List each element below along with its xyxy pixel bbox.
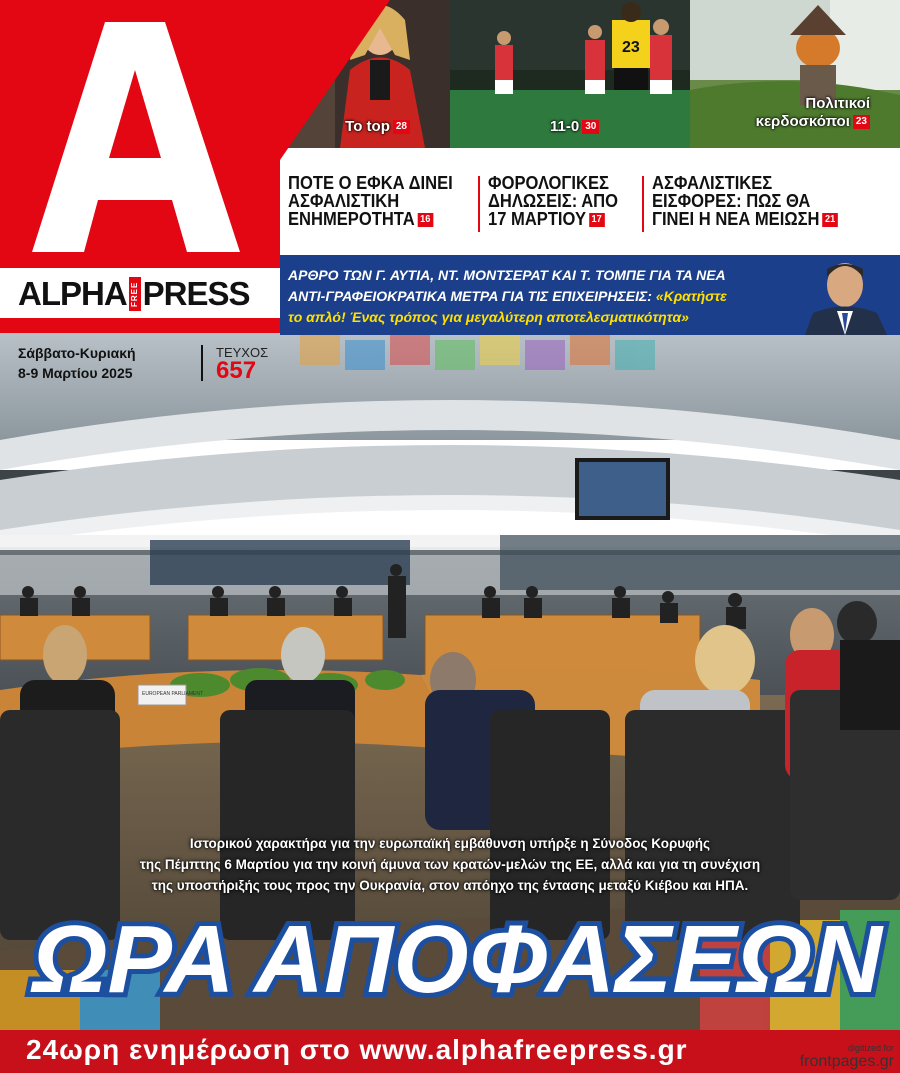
headline-efka[interactable]: ΠΟΤΕ Ο ΕΦΚΑ ΔΙΝΕΙ ΑΣΦΑΛΙΣΤΙΚΗ ΕΝΗΜΕΡΟΤΗΤΑ 16 bbox=[288, 173, 453, 229]
issue-label: ΤΕΥΧΟΣ bbox=[216, 345, 269, 360]
main-headline bbox=[22, 904, 892, 1004]
photo-caption: Ιστορικού χαρακτήρα για την ευρωπαϊκή εμβάθυνση υπήρξε η Σύνοδος Κορυφής της Πέμπτης 6 Μαρτίου για την κοινή άμυνα των κρατών-μελών της ΕΕ, αλλά και για τη συνέχιση της υποστήριξής τους προς την Ουκρανία, στον απόηχο της έντασης μεταξύ Κιέβου και ΗΠΑ. bbox=[139, 836, 761, 893]
masthead-diagonal bbox=[260, 0, 390, 160]
author-photo bbox=[795, 255, 900, 335]
main-headline-text: ΩΡΑ ΑΠΟΦΑΣΕΩΝ bbox=[29, 906, 884, 1004]
brand-press: PRESS bbox=[142, 275, 250, 312]
article-banner[interactable] bbox=[280, 255, 900, 335]
date-day: Σάββατο-Κυριακή bbox=[18, 345, 136, 361]
teaser-scarecrow[interactable] bbox=[690, 0, 900, 148]
footer-bar[interactable] bbox=[0, 1030, 900, 1073]
headline-row bbox=[280, 170, 900, 240]
issue-divider bbox=[201, 345, 203, 381]
headline-tax[interactable]: ΦΟΡΟΛΟΓΙΚΕΣ ΔΗΛΩΣΕΙΣ: ΑΠΟ 17 ΜΑΡΤΙΟΥ 17 bbox=[488, 173, 619, 229]
brand-logo bbox=[18, 276, 250, 312]
svg-text:23: 23 bbox=[622, 39, 640, 56]
headline-contributions[interactable]: ΑΣΦΑΛΙΣΤΙΚΕΣ ΕΙΣΦΟΡΕΣ: ΠΩΣ ΘΑ ΓΙΝΕΙ Η ΝΕΑ ΜΕΙΩΣΗ 21 bbox=[652, 174, 838, 228]
watermark: digitized for frontpages.gr bbox=[799, 1043, 894, 1070]
brand-alpha: ALPHA bbox=[18, 275, 127, 312]
date-full: 8-9 Μαρτίου 2025 bbox=[18, 365, 133, 381]
issue-number: 657 bbox=[216, 357, 257, 384]
teaser-scarecrow-caption: Πολιτικοί κερδοσκόποι 23 bbox=[755, 95, 870, 130]
footer-website[interactable]: 24ωρη ενημέρωση στο www.alphafreepress.gr bbox=[26, 1034, 688, 1065]
headline-divider bbox=[642, 176, 644, 232]
headline-divider bbox=[478, 176, 480, 232]
issue-info bbox=[18, 345, 278, 387]
masthead bbox=[0, 0, 280, 333]
teaser-football[interactable] bbox=[450, 0, 690, 148]
teaser-football-caption: 11-0 30 bbox=[550, 118, 599, 136]
banner-text: ΑΡΘΡΟ ΤΩΝ Γ. ΑΥΤΙΑ, ΝΤ. ΜΟΝΤΣΕΡΑΤ ΚΑΙ Τ. ΤΟΜΠΕ ΓΙΑ ΤΑ ΝΕΑ ΑΝΤΙ-ΓΡΑΦΕΙΟΚΡΑΤΙΚΑ ΜΕΤΡΑ ΓΙΑ ΤΙΣ ΕΠΙΧΕΙΡΗΣΕΙΣ: «Κρατήστε το απλό! Ένας τρόπος για μεγαλύτερη αποτελεσματικότητα» bbox=[288, 267, 727, 325]
teaser-fashion-caption: Το top 28 bbox=[345, 118, 410, 136]
nameplate-text: EUROPEAN PARLIAMENT bbox=[142, 691, 204, 697]
brand-free: FREE bbox=[129, 277, 141, 311]
